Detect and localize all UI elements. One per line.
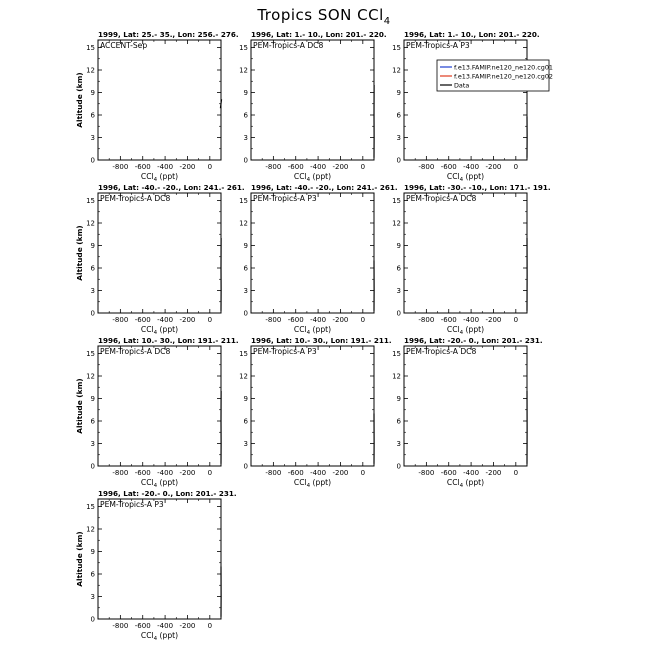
panel-header: 1996, Lat: -40.- -20., Lon: 241.- 261. — [251, 183, 398, 192]
y-tick-label: 0 — [90, 615, 95, 624]
x-tick-label: -800 — [265, 316, 282, 324]
x-tick-label: -200 — [179, 622, 196, 630]
panel-header: 1996, Lat: 1.- 10., Lon: 201.- 220. — [404, 30, 540, 39]
y-tick-label: 6 — [90, 417, 95, 426]
x-axis-label: CCl$_4$ (ppt) — [140, 172, 179, 183]
x-tick-label: -600 — [440, 316, 457, 324]
x-tick-label: 0 — [207, 316, 213, 324]
y-axis-label: Altitude (km) — [75, 225, 84, 281]
y-tick-label: 3 — [396, 134, 401, 142]
y-tick-label: 12 — [239, 219, 248, 228]
plot-frame — [404, 193, 527, 313]
campaign-label: PEM-Tropics-A P3 — [100, 500, 164, 509]
x-tick-label: -200 — [332, 469, 349, 477]
y-tick-label: 3 — [396, 440, 401, 448]
campaign-label: PEM-Tropics-A P3 — [253, 194, 317, 203]
x-tick-label: -200 — [332, 163, 349, 171]
x-tick-label: 0 — [207, 469, 213, 477]
y-tick-label: 12 — [86, 219, 95, 228]
x-axis-label: CCl$_4$ (ppt) — [293, 478, 332, 489]
x-tick-label: -600 — [134, 163, 151, 171]
legend — [437, 60, 553, 91]
y-tick-label: 3 — [243, 287, 248, 295]
panel-9 — [392, 336, 543, 489]
y-tick-label: 6 — [90, 570, 95, 579]
panel-header: 1996, Lat: 10.- 30., Lon: 191.- 211. — [98, 336, 239, 345]
panel-5 — [239, 183, 398, 336]
plot-frame — [404, 40, 527, 160]
y-tick-label: 9 — [396, 89, 401, 97]
campaign-label: PEM-Tropics-A DC8 — [406, 347, 477, 356]
x-tick-label: -800 — [265, 163, 282, 171]
y-tick-label: 15 — [239, 197, 248, 205]
x-tick-label: 0 — [513, 316, 519, 324]
x-tick-label: -200 — [485, 163, 502, 171]
y-tick-label: 6 — [396, 264, 401, 273]
y-tick-label: 6 — [243, 264, 248, 273]
panel-3 — [392, 30, 553, 183]
panel-6 — [392, 183, 551, 336]
y-tick-label: 9 — [90, 548, 95, 556]
x-tick-label: -800 — [418, 316, 435, 324]
y-tick-label: 3 — [243, 134, 248, 142]
x-tick-label: -400 — [157, 469, 174, 477]
x-tick-label: 0 — [513, 469, 519, 477]
x-tick-label: 0 — [513, 163, 519, 171]
x-tick-label: -600 — [134, 622, 151, 630]
y-tick-label: 15 — [86, 197, 95, 205]
x-tick-label: -800 — [418, 163, 435, 171]
x-tick-label: -800 — [265, 469, 282, 477]
panel-header: 1996, Lat: 1.- 10., Lon: 201.- 220. — [251, 30, 387, 39]
campaign-label: ACCENT-Sep — [100, 41, 148, 50]
y-tick-label: 12 — [86, 525, 95, 534]
panel-header: 1996, Lat: 10.- 30., Lon: 191.- 211. — [251, 336, 392, 345]
x-tick-label: 0 — [207, 622, 213, 630]
panel-header: 1996, Lat: -30.- -10., Lon: 171.- 191. — [404, 183, 551, 192]
plot-frame — [251, 346, 374, 466]
y-tick-label: 0 — [243, 156, 248, 165]
y-tick-label: 0 — [396, 309, 401, 318]
y-tick-label: 0 — [396, 156, 401, 165]
y-tick-label: 0 — [243, 462, 248, 471]
y-tick-label: 9 — [243, 89, 248, 97]
panel-8 — [239, 336, 392, 489]
x-tick-label: -400 — [157, 316, 174, 324]
y-tick-label: 15 — [392, 197, 401, 205]
x-tick-label: -400 — [463, 163, 480, 171]
campaign-label: PEM-Tropics-A DC8 — [253, 41, 324, 50]
plot-frame — [98, 346, 221, 466]
y-tick-label: 15 — [239, 44, 248, 52]
y-tick-label: 12 — [239, 372, 248, 381]
x-tick-label: -800 — [112, 469, 129, 477]
y-tick-label: 9 — [243, 242, 248, 250]
x-tick-label: 0 — [360, 469, 366, 477]
legend-entry: Data — [454, 81, 470, 90]
x-tick-label: -600 — [287, 316, 304, 324]
campaign-label: PEM-Tropics-A DC8 — [100, 347, 171, 356]
panel-7 — [75, 336, 239, 489]
x-tick-label: -800 — [112, 316, 129, 324]
x-tick-label: -200 — [179, 469, 196, 477]
x-tick-label: 0 — [360, 163, 366, 171]
x-tick-label: -400 — [310, 316, 327, 324]
y-tick-label: 9 — [243, 395, 248, 403]
x-axis-label: CCl$_4$ (ppt) — [140, 325, 179, 336]
x-tick-label: 0 — [360, 316, 366, 324]
x-axis-label: CCl$_4$ (ppt) — [446, 478, 485, 489]
plot-frame — [251, 193, 374, 313]
x-tick-label: -600 — [134, 316, 151, 324]
x-tick-label: -400 — [310, 163, 327, 171]
y-tick-label: 6 — [243, 111, 248, 120]
y-tick-label: 3 — [90, 287, 95, 295]
x-tick-label: -400 — [463, 469, 480, 477]
campaign-label: PEM-Tropics-A P3 — [253, 347, 317, 356]
plot-frame — [251, 40, 374, 160]
figure-title-subscript: 4 — [383, 16, 391, 27]
y-tick-label: 6 — [243, 417, 248, 426]
y-tick-label: 9 — [396, 242, 401, 250]
y-tick-label: 3 — [90, 593, 95, 601]
y-tick-label: 3 — [396, 287, 401, 295]
x-axis-label: CCl$_4$ (ppt) — [293, 325, 332, 336]
panel-header: 1996, Lat: -40.- -20., Lon: 241.- 261. — [98, 183, 245, 192]
x-tick-label: -600 — [440, 469, 457, 477]
legend-entry: f.e13.FAMIP.ne120_ne120.cg01 — [454, 63, 553, 72]
y-axis-label: Altitude (km) — [75, 72, 84, 128]
y-tick-label: 0 — [396, 462, 401, 471]
x-tick-label: -800 — [112, 163, 129, 171]
x-tick-label: -400 — [463, 316, 480, 324]
panel-2 — [239, 30, 387, 183]
x-tick-label: -200 — [179, 163, 196, 171]
plot-frame — [98, 40, 221, 160]
x-axis-label: CCl$_4$ (ppt) — [446, 325, 485, 336]
y-tick-label: 12 — [86, 66, 95, 75]
panel-header: 1999, Lat: 25.- 35., Lon: 256.- 276. — [98, 30, 239, 39]
panel-4 — [75, 183, 245, 336]
y-tick-label: 3 — [90, 134, 95, 142]
x-tick-label: -400 — [157, 622, 174, 630]
campaign-label: PEM-Tropics-A P3 — [406, 41, 470, 50]
plot-frame — [404, 346, 527, 466]
x-tick-label: -600 — [287, 469, 304, 477]
y-tick-label: 6 — [396, 111, 401, 120]
y-tick-label: 9 — [90, 395, 95, 403]
y-axis-label: Altitude (km) — [75, 531, 84, 587]
y-tick-label: 12 — [392, 66, 401, 75]
x-axis-label: CCl$_4$ (ppt) — [446, 172, 485, 183]
x-tick-label: -800 — [112, 622, 129, 630]
y-tick-label: 6 — [90, 264, 95, 273]
x-tick-label: -200 — [179, 316, 196, 324]
plot-frame — [98, 499, 221, 619]
y-tick-label: 9 — [90, 242, 95, 250]
x-tick-label: -600 — [287, 163, 304, 171]
y-tick-label: 15 — [392, 44, 401, 52]
y-tick-label: 3 — [243, 440, 248, 448]
y-tick-label: 12 — [392, 219, 401, 228]
x-tick-label: 0 — [207, 163, 213, 171]
x-axis-label: CCl$_4$ (ppt) — [140, 631, 179, 642]
y-tick-label: 15 — [86, 44, 95, 52]
panel-header: 1996, Lat: -20.- 0., Lon: 201.- 231. — [98, 489, 237, 498]
x-tick-label: -800 — [418, 469, 435, 477]
y-tick-label: 3 — [90, 440, 95, 448]
campaign-label: PEM-Tropics-A DC8 — [100, 194, 171, 203]
legend-entry: f.e13.FAMIP.ne120_ne120.cg02 — [454, 72, 553, 81]
y-tick-label: 0 — [90, 309, 95, 318]
y-tick-label: 15 — [239, 350, 248, 358]
campaign-label: PEM-Tropics-A DC8 — [406, 194, 477, 203]
x-axis-label: CCl$_4$ (ppt) — [140, 478, 179, 489]
y-tick-label: 9 — [396, 395, 401, 403]
x-tick-label: -600 — [440, 163, 457, 171]
y-tick-label: 12 — [392, 372, 401, 381]
x-axis-label: CCl$_4$ (ppt) — [293, 172, 332, 183]
y-tick-label: 0 — [243, 309, 248, 318]
y-tick-label: 12 — [86, 372, 95, 381]
plot-frame — [98, 193, 221, 313]
panel-10 — [75, 489, 237, 642]
y-tick-label: 12 — [239, 66, 248, 75]
y-tick-label: 9 — [90, 89, 95, 97]
y-tick-label: 0 — [90, 462, 95, 471]
panel-header: 1996, Lat: -20.- 0., Lon: 201.- 231. — [404, 336, 543, 345]
x-tick-label: -200 — [485, 316, 502, 324]
x-tick-label: -200 — [332, 316, 349, 324]
y-tick-label: 15 — [86, 503, 95, 511]
y-tick-label: 6 — [90, 111, 95, 120]
x-tick-label: -400 — [310, 469, 327, 477]
x-tick-label: -200 — [485, 469, 502, 477]
y-tick-label: 15 — [86, 350, 95, 358]
y-tick-label: 0 — [90, 156, 95, 165]
y-tick-label: 15 — [392, 350, 401, 358]
figure-title-text: Tropics SON CCl — [257, 6, 384, 24]
y-tick-label: 6 — [396, 417, 401, 426]
x-tick-label: -400 — [157, 163, 174, 171]
panel-1 — [75, 30, 239, 183]
x-tick-label: -600 — [134, 469, 151, 477]
y-axis-label: Altitude (km) — [75, 378, 84, 434]
